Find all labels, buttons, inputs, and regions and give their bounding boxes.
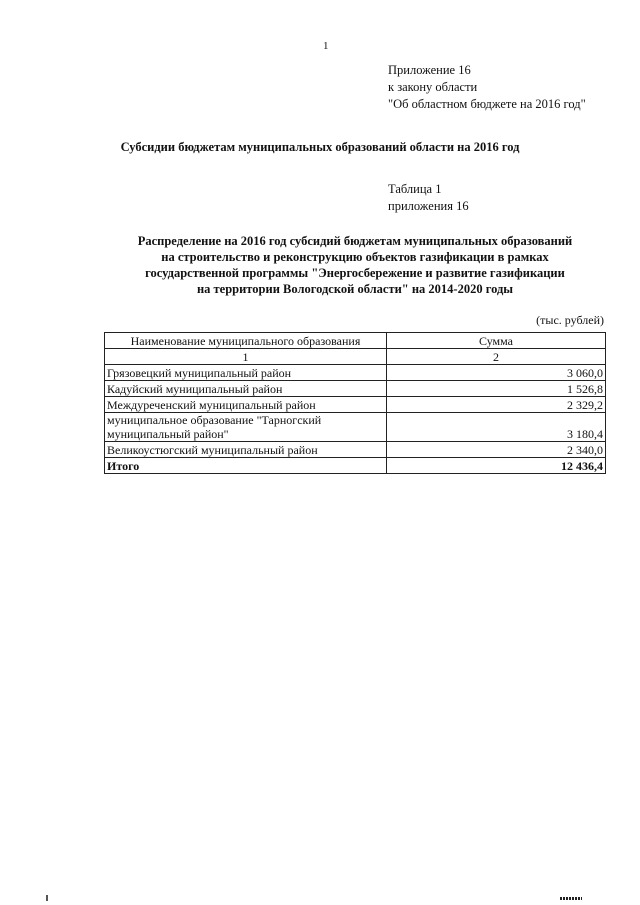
- table-row: [105, 413, 606, 442]
- total-row: [105, 458, 606, 474]
- header-name: Наименование муниципального образования: [105, 333, 387, 349]
- table-row: [105, 365, 606, 381]
- table-row: [105, 397, 606, 413]
- row-amount: 2 329,2: [387, 397, 606, 413]
- total-label: Итого: [105, 458, 387, 474]
- table-ref-line-1: Таблица 1: [388, 182, 442, 196]
- table-reference: [388, 181, 469, 215]
- column-number-row: [105, 349, 606, 365]
- table-title-line-2: на строительство и реконструкцию объектов газификации в рамках: [161, 250, 549, 264]
- row-amount: 3 180,4: [387, 413, 606, 442]
- row-name: Междуреченский муниципальный район: [105, 397, 387, 413]
- table-row: [105, 442, 606, 458]
- subsidy-table: [104, 332, 606, 474]
- page-number: 1: [323, 40, 329, 52]
- table-ref-line-2: приложения 16: [388, 199, 469, 213]
- row-amount: 1 526,8: [387, 381, 606, 397]
- row-amount: 2 340,0: [387, 442, 606, 458]
- table-title-line-3: государственной программы "Энергосбережение и развитие газификации: [145, 266, 565, 280]
- row-name-line-2: муниципальный район": [107, 427, 229, 441]
- total-amount: 12 436,4: [387, 458, 606, 474]
- column-number-2: 2: [387, 349, 606, 365]
- row-name: Кадуйский муниципальный район: [105, 381, 387, 397]
- annex-header: [388, 62, 586, 113]
- row-amount: 3 060,0: [387, 365, 606, 381]
- row-name-line-1: муниципальное образование "Тарногский: [107, 413, 322, 427]
- row-name: [105, 413, 387, 442]
- row-name: Великоустюгский муниципальный район: [105, 442, 387, 458]
- row-name: Грязовецкий муниципальный район: [105, 365, 387, 381]
- annex-line-1: Приложение 16: [388, 63, 471, 77]
- table-row: [105, 381, 606, 397]
- header-amount: Сумма: [387, 333, 606, 349]
- column-number-1: 1: [105, 349, 387, 365]
- scan-barcode-mark: [560, 897, 582, 900]
- scan-mark-left: [46, 895, 48, 901]
- table-header-row: [105, 333, 606, 349]
- main-title: Субсидии бюджетам муниципальных образований области на 2016 год: [120, 140, 520, 154]
- annex-line-3: "Об областном бюджете на 2016 год": [388, 97, 586, 111]
- units-label: (тыс. рублей): [536, 313, 604, 327]
- table-title-line-4: на территории Вологодской области" на 2014-2020 годы: [196, 282, 514, 296]
- annex-line-2: к закону области: [388, 80, 478, 94]
- table-title: [0, 233, 640, 297]
- table-title-line-1: Распределение на 2016 год субсидий бюджетам муниципальных образований: [137, 234, 573, 248]
